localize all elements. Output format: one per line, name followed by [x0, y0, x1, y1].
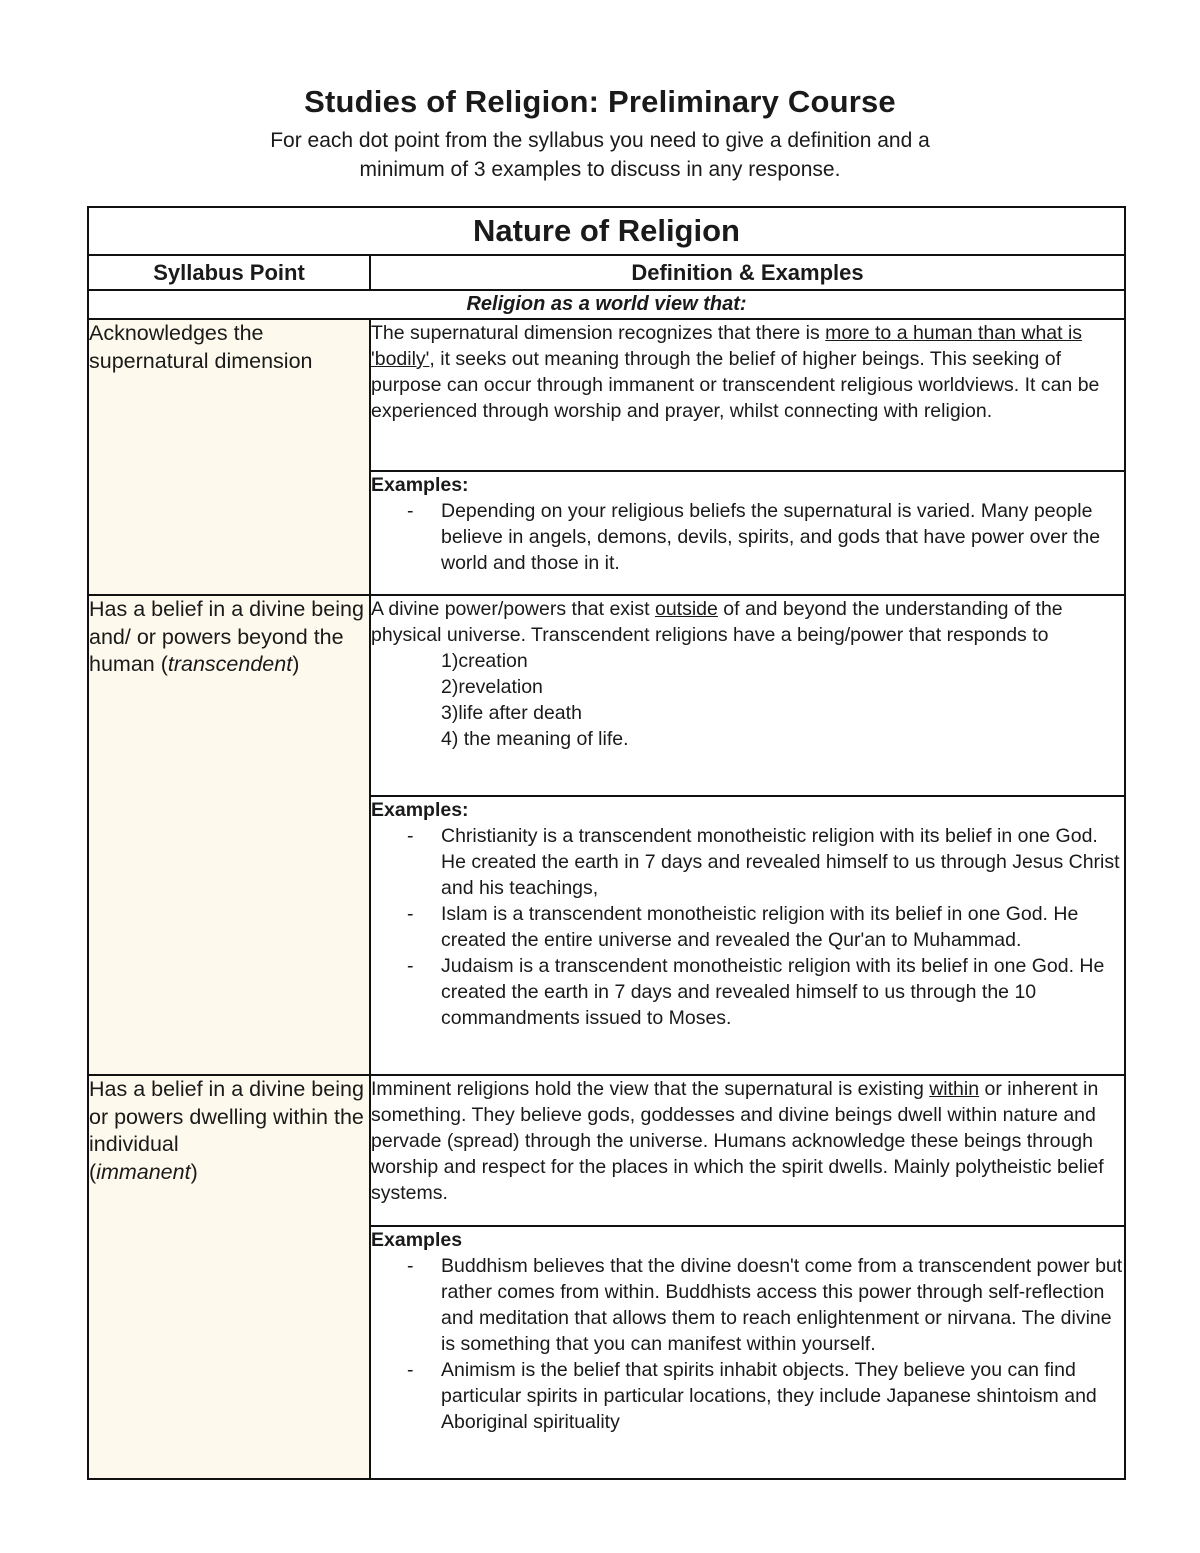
point-italic-text: transcendent [167, 652, 293, 676]
underlined-text: more to a human than what is 'bodily' [371, 322, 1083, 370]
point-text-end: ) [292, 652, 300, 676]
point-italic-text: immanent [96, 1159, 191, 1184]
table-row [88, 1075, 1125, 1226]
examples-list [371, 1253, 1124, 1435]
definition-supernatural [370, 319, 1125, 471]
examples-list [371, 498, 1124, 576]
examples-transcendent [370, 796, 1125, 1075]
section-title: Nature of Religion [88, 207, 1125, 255]
page-subtitle [150, 126, 1050, 184]
table-row [88, 595, 1125, 796]
definition-text: or inherent in something. They believe gods, goddesses and divine beings dwell within nature and pervade (spread) through the universe. Humans acknowledge these beings through worship and respect for the places in which the spirit dwells. Mainly polytheistic belief systems. [371, 1078, 1104, 1204]
examples-list [371, 823, 1124, 1031]
list-item: 3)life after death [441, 702, 582, 724]
point-text: Has a belief in a divine being or powers dwelling within the individual [89, 1077, 364, 1156]
list-item: - Depending on your religious beliefs the supernatural is varied. Many people believe in angels, demons, devils, spirits, and gods that have power over the world and those in it. [371, 498, 1124, 576]
list-item: - Buddhism believes that the divine doesn't come from a transcendent power but rather comes from within. Buddhists access this power through self-reflection and meditation that allows them to reach enlightenment or nirvana. The divine is something that you can manifest within yourself. [371, 1253, 1124, 1357]
examples-supernatural [370, 471, 1125, 595]
definition-text: A divine power/powers that exist [371, 598, 655, 620]
list-item: 2)revelation [441, 676, 543, 698]
definition-text: of and beyond the understanding of the physical universe. Transcendent religions have a being/power that responds to [371, 598, 1063, 646]
subtitle-line-2: minimum of 3 examples to discuss in any response. [359, 158, 841, 181]
underlined-text: within [929, 1078, 980, 1100]
nature-of-religion-table [87, 206, 1126, 1480]
column-header-syllabus-point: Syllabus Point [88, 255, 370, 290]
examples-label: Examples [371, 1229, 463, 1251]
definition-transcendent [370, 595, 1125, 796]
definition-immanent [370, 1075, 1125, 1226]
definition-paragraph [371, 596, 1124, 648]
syllabus-point-transcendent [88, 595, 370, 1075]
syllabus-point-immanent: Has a belief in a divine being or powers dwelling within the individual (immanent) [88, 1075, 370, 1479]
column-header-definition-examples: Definition & Examples [370, 255, 1125, 290]
list-item: 1)creation [441, 650, 528, 672]
table-row [88, 319, 1125, 471]
subtitle-line-1: For each dot point from the syllabus you need to give a definition and a [270, 129, 930, 152]
syllabus-point-supernatural: Acknowledges the supernatural dimension [88, 319, 370, 595]
examples-label: Examples: [371, 474, 469, 496]
list-item: 4) the meaning of life. [441, 728, 629, 750]
subheading-world-view: Religion as a world view that: [88, 290, 1125, 319]
examples-immanent [370, 1226, 1125, 1479]
definition-text: Imminent religions hold the view that the supernatural is existing [371, 1078, 930, 1100]
page-title: Studies of Religion: Preliminary Course [304, 84, 896, 119]
numbered-list [371, 648, 1124, 752]
list-item: - Animism is the belief that spirits inhabit objects. They believe you can find particular spirits in particular locations, they include Japanese shintoism and Aboriginal spirituality [371, 1357, 1124, 1435]
underlined-text: outside [654, 598, 718, 620]
list-item: - Christianity is a transcendent monotheistic religion with its belief in one God. He created the earth in 7 days and revealed himself to us through Jesus Christ and his teachings, [371, 823, 1124, 901]
examples-label: Examples: [371, 799, 469, 821]
point-text: Has a belief in a divine being and/ or powers beyond the human ( [89, 597, 364, 676]
definition-text: , it seeks out meaning through the belief of higher beings. This seeking of purpose can occur through immanent or transcendent religious worldviews. It can be experienced through worship and prayer, whilst connecting with religion. [371, 348, 1100, 422]
list-item: - Islam is a transcendent monotheistic religion with its belief in one God. He created the entire universe and revealed the Qur'an to Muhammad. [371, 901, 1124, 953]
definition-text: The supernatural dimension recognizes that there is [371, 322, 826, 344]
list-item: - Judaism is a transcendent monotheistic religion with its belief in one God. He created the earth in 7 days and revealed himself to us through the 10 commandments issued to Moses. [371, 953, 1124, 1031]
